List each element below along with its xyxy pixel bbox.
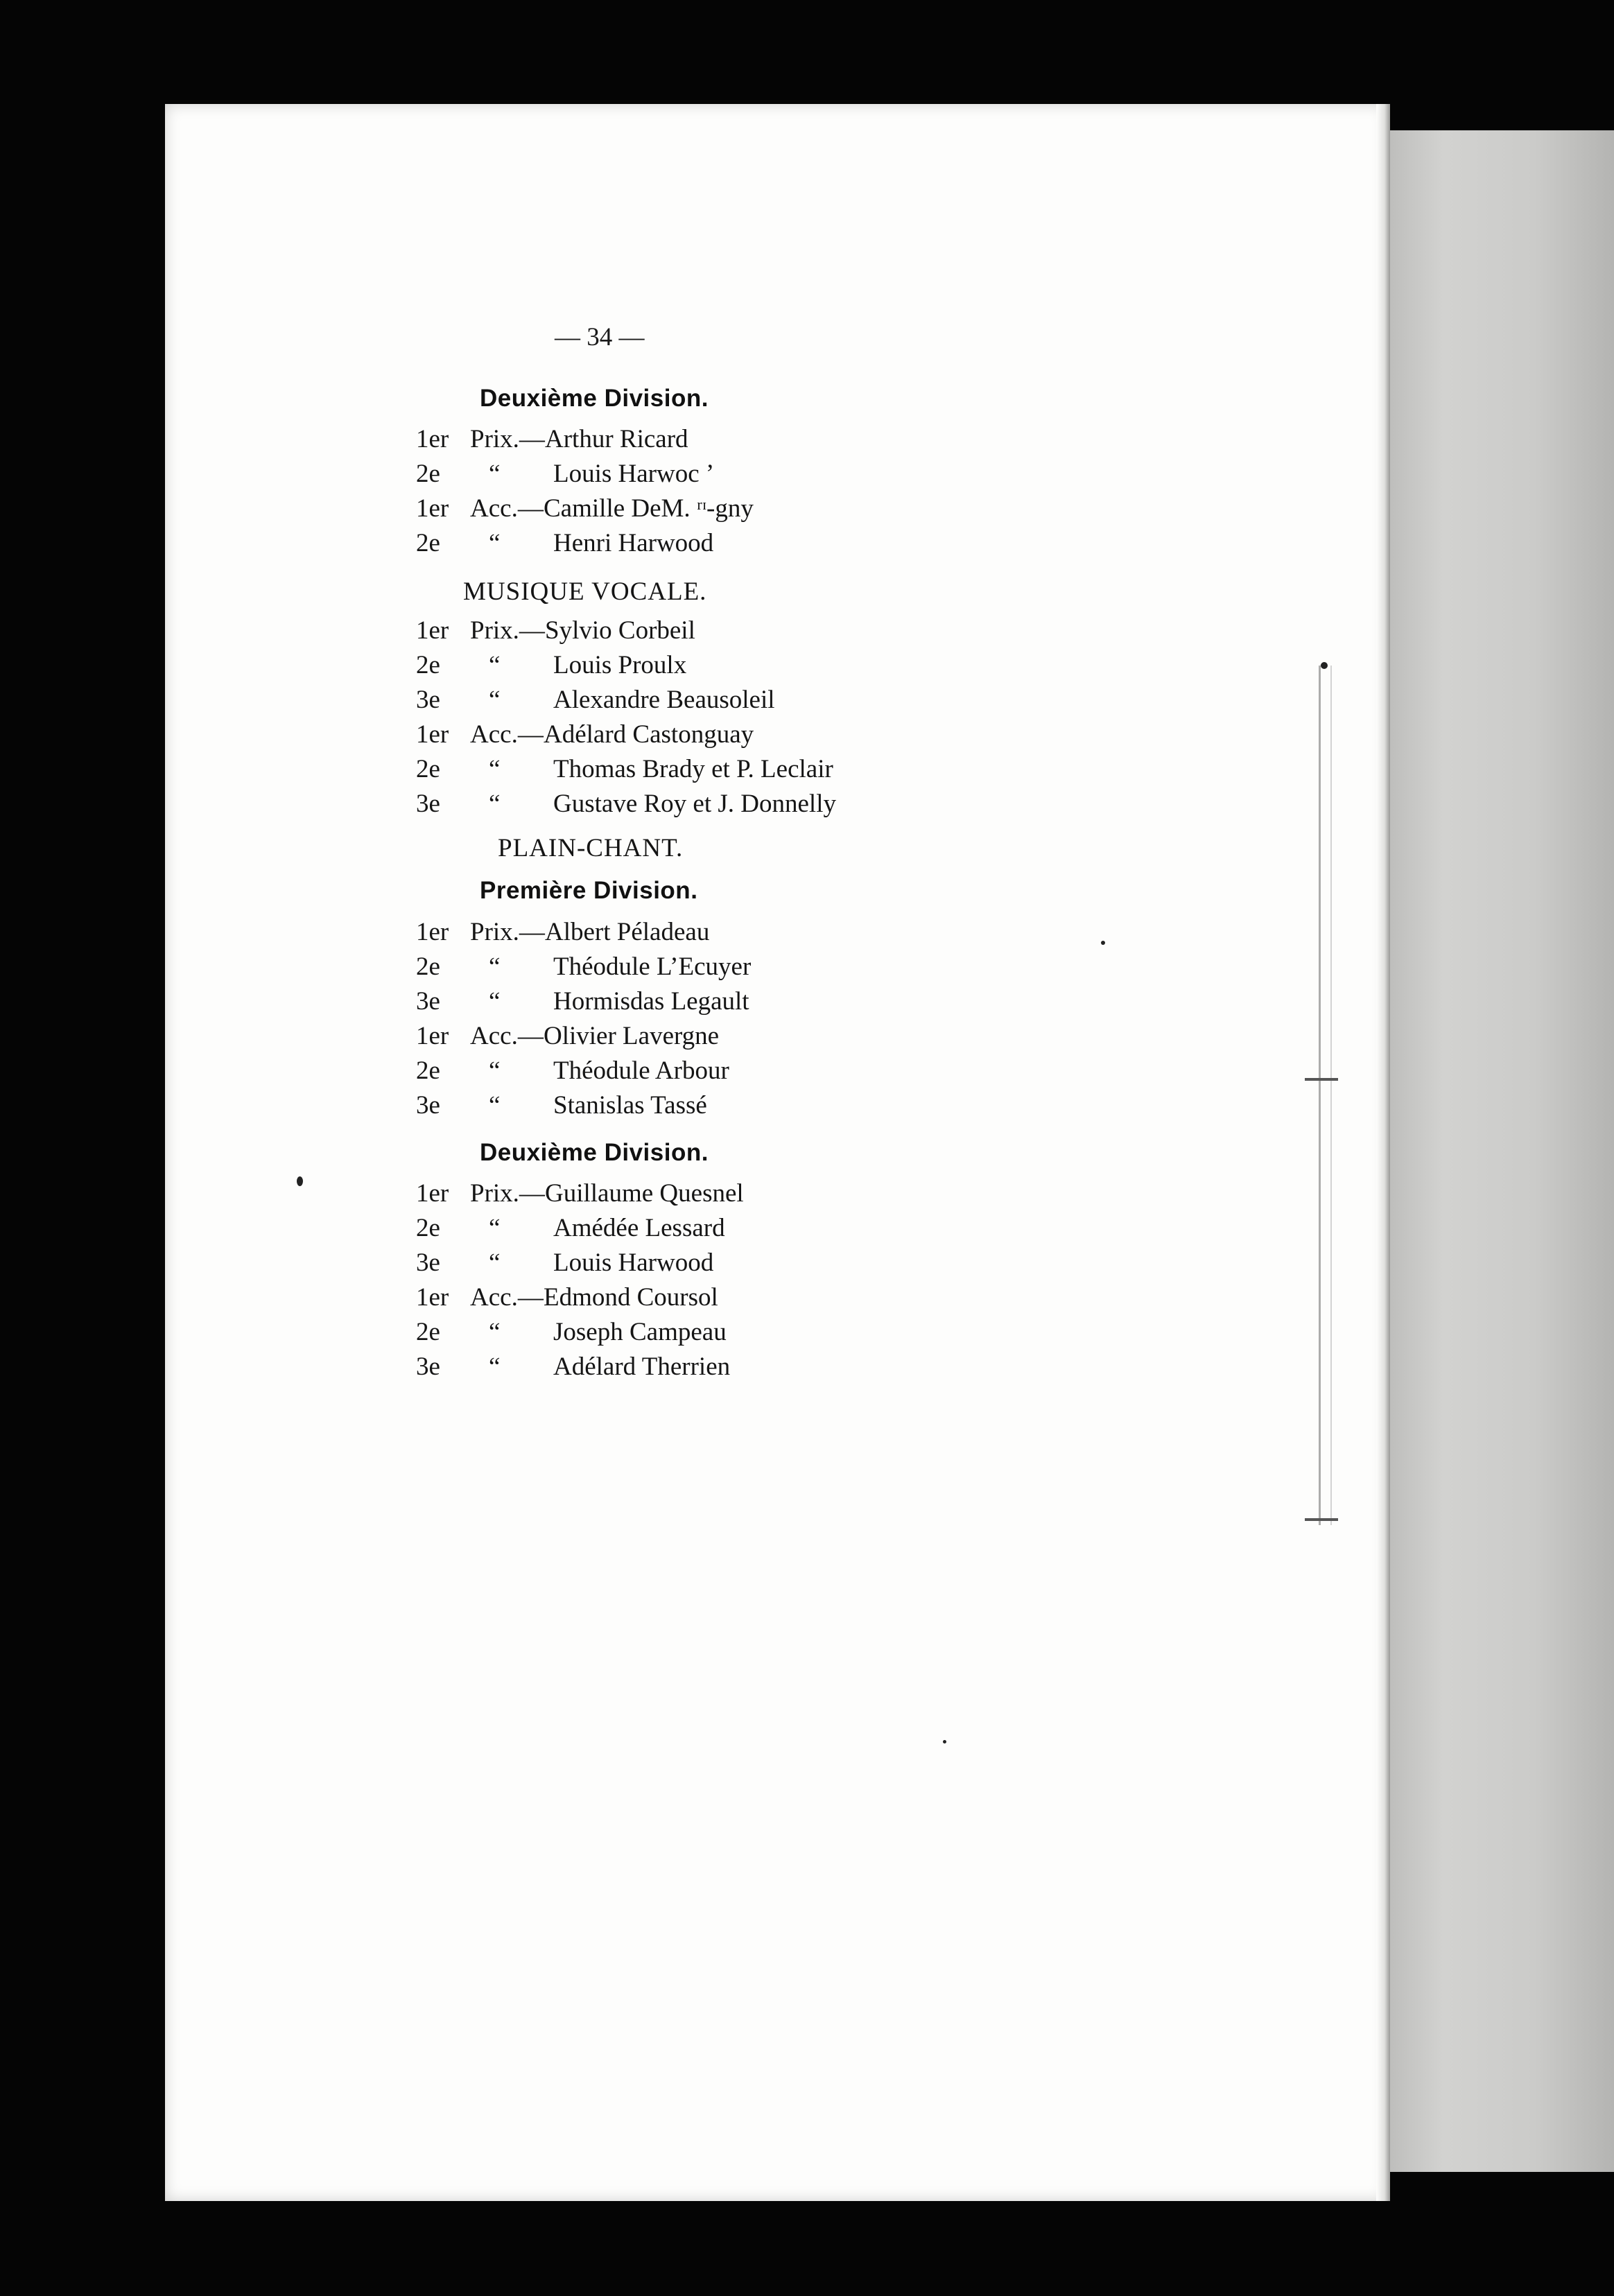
entry-rank: 1er	[416, 1022, 449, 1050]
entry-name: Albert Péladeau	[545, 918, 710, 946]
entry-rank: 3e	[416, 1353, 440, 1381]
entry-name: Olivier Lavergne	[544, 1022, 720, 1050]
entry-kind: Prix.—	[470, 616, 545, 645]
entry-rank: 3e	[416, 1091, 440, 1120]
entry-rank: 2e	[416, 1214, 440, 1242]
entry-kind: “	[489, 790, 501, 818]
section-heading: Deuxième Division.	[480, 385, 709, 412]
entry-rank: 3e	[416, 790, 440, 818]
entry-name: Adélard Therrien	[553, 1353, 731, 1381]
entry-name: Joseph Campeau	[553, 1318, 727, 1346]
entry-kind: Prix.—	[470, 918, 545, 946]
entry-kind: “	[489, 1056, 501, 1085]
section-heading: MUSIQUE VOCALE.	[463, 577, 707, 606]
section-heading: PLAIN-CHANT.	[498, 834, 684, 862]
entry-name: Théodule Arbour	[553, 1056, 729, 1085]
entry-name: Gustave Roy et J. Donnelly	[553, 790, 836, 818]
entry-name: Louis Harwood	[553, 1249, 714, 1277]
entry-name: Sylvio Corbeil	[545, 616, 695, 645]
entry-name: Henri Harwood	[553, 529, 714, 557]
entry-name: Alexandre Beausoleil	[553, 686, 775, 714]
entry-kind: “	[489, 755, 501, 783]
entry-name: Adélard Castonguay	[544, 720, 754, 749]
entry-name: Edmond Coursol	[544, 1283, 718, 1312]
entry-rank: 2e	[416, 529, 440, 557]
entry-kind: “	[489, 460, 501, 488]
entry-name: Louis Harwoc ’	[553, 460, 715, 488]
entry-rank: 1er	[416, 1179, 449, 1208]
entry-rank: 2e	[416, 1318, 440, 1346]
entry-kind: “	[489, 651, 501, 679]
entry-kind: Acc.—	[470, 1022, 544, 1050]
entry-rank: 1er	[416, 918, 449, 946]
entry-name: Hormisdas Legault	[553, 987, 749, 1016]
entry-kind: “	[489, 1318, 501, 1346]
entry-rank: 2e	[416, 460, 440, 488]
entry-name: Louis Proulx	[553, 651, 687, 679]
entry-name: Thomas Brady et P. Leclair	[553, 755, 833, 783]
entry-kind: “	[489, 1249, 501, 1277]
entry-kind: “	[489, 529, 501, 557]
entry-kind: “	[489, 1353, 501, 1381]
entry-rank: 1er	[416, 616, 449, 645]
entry-rank: 1er	[416, 720, 449, 749]
entry-rank: 1er	[416, 494, 449, 523]
entry-name: Camille DeM. ʳᶦ-gny	[544, 494, 754, 523]
section-heading: Première Division.	[480, 877, 698, 904]
entry-rank: 3e	[416, 987, 440, 1016]
entry-rank: 3e	[416, 686, 440, 714]
entry-kind: Acc.—	[470, 720, 544, 749]
entry-kind: “	[489, 987, 501, 1016]
entry-rank: 2e	[416, 755, 440, 783]
entry-kind: Prix.—	[470, 1179, 545, 1208]
entry-name: Théodule L’Ecuyer	[553, 953, 752, 981]
entry-kind: Acc.—	[470, 1283, 544, 1312]
entry-kind: Acc.—	[470, 494, 544, 523]
entry-name: Stanislas Tassé	[553, 1091, 707, 1120]
entry-name: Arthur Ricard	[545, 425, 688, 453]
entry-kind: Prix.—	[470, 425, 545, 453]
entry-kind: “	[489, 1214, 501, 1242]
page-number: — 34 —	[555, 323, 645, 351]
entry-kind: “	[489, 686, 501, 714]
entry-kind: “	[489, 1091, 501, 1120]
entry-rank: 1er	[416, 425, 449, 453]
entry-name: Guillaume Quesnel	[545, 1179, 744, 1208]
entry-rank: 2e	[416, 1056, 440, 1085]
entry-kind: “	[489, 953, 501, 981]
entry-name: Amédée Lessard	[553, 1214, 725, 1242]
entry-rank: 3e	[416, 1249, 440, 1277]
entry-rank: 2e	[416, 953, 440, 981]
entry-rank: 1er	[416, 1283, 449, 1312]
section-heading: Deuxième Division.	[480, 1139, 709, 1166]
entry-rank: 2e	[416, 651, 440, 679]
